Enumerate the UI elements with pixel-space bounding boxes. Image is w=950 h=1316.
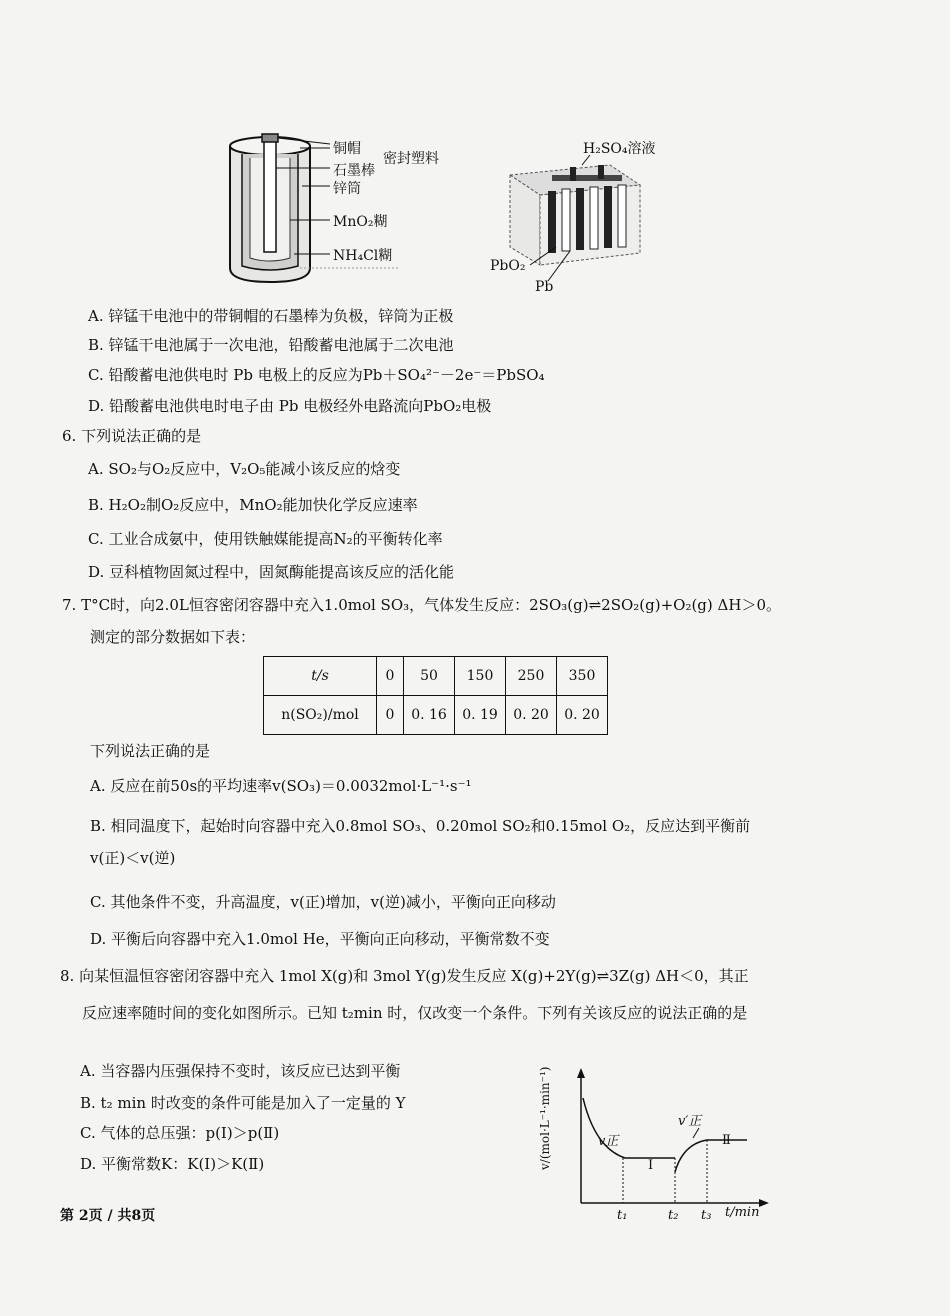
graph-y-label: v/(mol·L⁻¹·min⁻¹) — [538, 1066, 552, 1170]
table-cell: 250 — [506, 657, 557, 696]
q7-option-c: C. 其他条件不变，升高温度，v(正)增加，v(逆)减小，平衡向正向移动 — [90, 893, 556, 911]
table-cell: 0. 20 — [557, 696, 608, 735]
label-h2so4-solution: H₂SO₄溶液 — [583, 141, 656, 157]
q8-option-d: D. 平衡常数K：K(Ⅰ)＞K(Ⅱ) — [80, 1155, 265, 1173]
label-mno2-paste: MnO₂糊 — [333, 214, 388, 230]
table-cell: 0 — [377, 657, 404, 696]
table-cell: 0 — [377, 696, 404, 735]
label-nh4cl-paste: NH₄Cl糊 — [333, 248, 393, 264]
q6-option-c: C. 工业合成氨中，使用铁触媒能提高N₂的平衡转化率 — [88, 530, 443, 548]
table-row — [264, 696, 608, 735]
graph-region-2: Ⅱ — [722, 1133, 731, 1148]
q7-option-a: A. 反应在前50s的平均速率v(SO₃)＝0.0032mol·L⁻¹·s⁻¹ — [90, 777, 472, 795]
table-row — [264, 657, 608, 696]
q5-option-c: C. 铅酸蓄电池供电时 Pb 电极上的反应为Pb＋SO₄²⁻－2e⁻＝PbSO₄ — [88, 366, 545, 384]
q7-question: 下列说法正确的是 — [90, 742, 211, 760]
label-graphite-rod: 石墨棒 — [333, 163, 375, 179]
rate-curve-after-change — [675, 1140, 747, 1172]
graph-t2: t₂ — [668, 1208, 679, 1223]
q5-option-a: A. 锌锰干电池中的带铜帽的石墨棒为负极，锌筒为正极 — [88, 307, 454, 325]
graph-y-label-wrap — [538, 1066, 598, 1190]
q8-option-a: A. 当容器内压强保持不变时，该反应已达到平衡 — [80, 1062, 401, 1080]
q5-option-b: B. 锌锰干电池属于一次电池，铅酸蓄电池属于二次电池 — [88, 336, 454, 354]
label-zinc-cylinder: 锌筒 — [333, 181, 361, 197]
graph-t1: t₁ — [617, 1208, 628, 1223]
x-axis-arrow — [759, 1199, 769, 1207]
graph-t3: t₃ — [701, 1208, 712, 1223]
table-header-n-so2: n(SO₂)/mol — [264, 696, 377, 735]
table-cell: 0. 20 — [506, 696, 557, 735]
table-cell: 0. 16 — [404, 696, 455, 735]
table-cell: 150 — [455, 657, 506, 696]
graph-region-1: Ⅰ — [648, 1158, 654, 1173]
q8-option-c: C. 气体的总压强：p(Ⅰ)＞p(Ⅱ) — [80, 1124, 280, 1142]
y-axis-arrow — [577, 1068, 585, 1078]
label-pb: Pb — [535, 279, 554, 295]
label-pbo2: PbO₂ — [490, 258, 526, 274]
table-header-time: t/s — [264, 657, 377, 696]
label-copper-cap: 铜帽 — [333, 141, 361, 157]
page-footer: 第 2页 / 共8页 — [60, 1208, 156, 1224]
q7-stem-line2: 测定的部分数据如下表： — [90, 628, 256, 646]
graph-v-label: v正 — [598, 1134, 619, 1149]
table-cell: 50 — [404, 657, 455, 696]
q7-option-d: D. 平衡后向容器中充入1.0mol He，平衡向正向移动，平衡常数不变 — [90, 930, 550, 948]
q6-option-d: D. 豆科植物固氮过程中，固氮酶能提高该反应的活化能 — [88, 563, 455, 581]
q5-option-d: D. 铅酸蓄电池供电时电子由 Pb 电极经外电路流向PbO₂电极 — [88, 397, 492, 415]
graph-v-prime-label: v′正 — [678, 1114, 702, 1129]
q7-option-b-line2: v(正)＜v(逆) — [90, 849, 176, 867]
table-cell: 0. 19 — [455, 696, 506, 735]
q6-option-b: B. H₂O₂制O₂反应中，MnO₂能加快化学反应速率 — [88, 496, 418, 514]
q7-data-table — [263, 656, 608, 735]
q8-stem-line2: 反应速率随时间的变化如图所示。已知 t₂min 时，仅改变一个条件。下列有关该反应的说法正确的是 — [82, 1004, 748, 1022]
table-cell: 350 — [557, 657, 608, 696]
q6-stem: 6. 下列说法正确的是 — [62, 427, 202, 445]
v-prime-leader — [693, 1128, 699, 1138]
q8-stem-line1: 8. 向某恒温恒容密闭容器中充入 1mol X(g)和 3mol Y(g)发生反应 X(g)+2Y(g)⇌3Z(g) ΔH＜0，其正 — [60, 967, 749, 985]
q8-option-b: B. t₂ min 时改变的条件可能是加入了一定量的 Y — [80, 1094, 406, 1112]
q7-option-b-line1: B. 相同温度下，起始时向容器中充入0.8mol SO₃、0.20mol SO₂和0.15mol O₂，反应达到平衡前 — [90, 817, 751, 835]
label-seal-plastic: 密封塑料 — [383, 151, 439, 167]
q7-stem-line1: 7. T°C时，向2.0L恒容密闭容器中充入1.0mol SO₃，气体发生反应：2SO₃(g)⇌2SO₂(g)+O₂(g) ΔH＞0。 — [62, 596, 781, 614]
q6-option-a: A. SO₂与O₂反应中，V₂O₅能减小该反应的焓变 — [88, 460, 401, 478]
graph-x-label: t/min — [725, 1205, 760, 1220]
